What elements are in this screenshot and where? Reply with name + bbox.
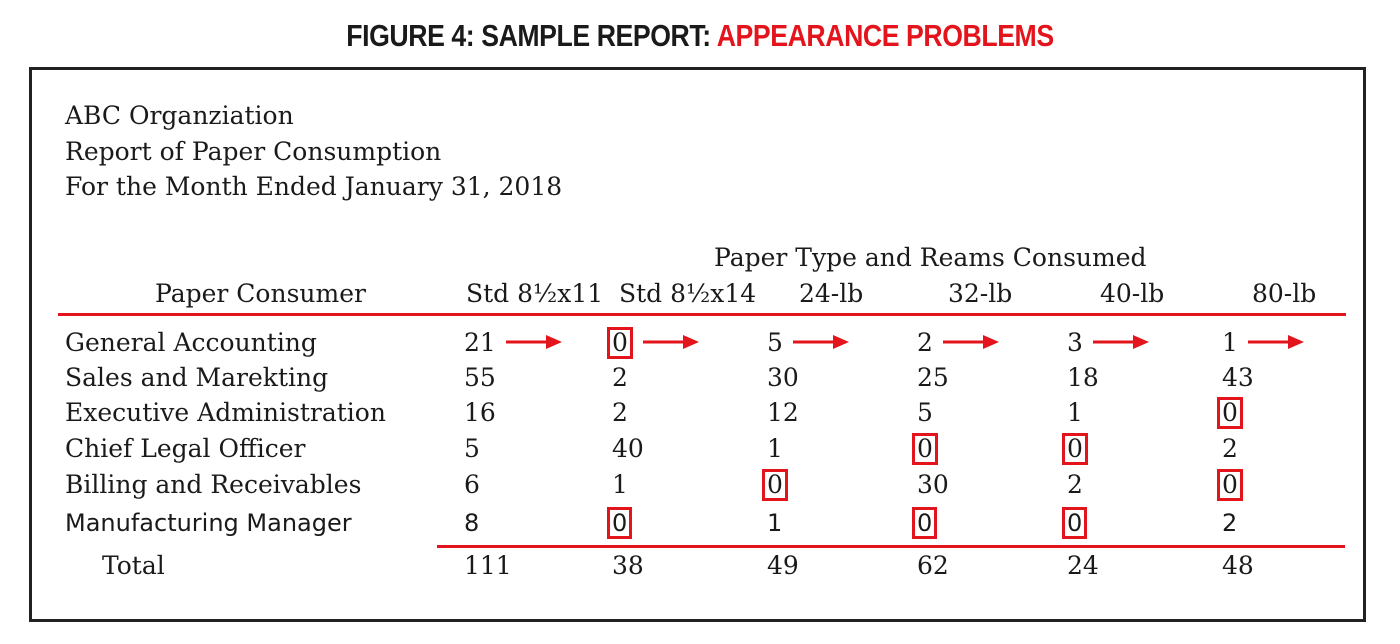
- cell-value: 2: [612, 398, 628, 427]
- column-group-title: Paper Type and Reams Consumed: [714, 243, 1147, 272]
- total-value: 49: [767, 551, 799, 580]
- cell-value: 5: [767, 328, 783, 357]
- right-arrow-icon: [793, 334, 849, 350]
- value-cell: [1222, 365, 1254, 390]
- total-value: 24: [1067, 551, 1099, 580]
- row-label: General Accounting: [65, 328, 317, 357]
- column-header: 32-lb: [948, 279, 1013, 308]
- figure-title-highlight: APPEARANCE PROBLEMS: [716, 18, 1054, 53]
- total-value: 48: [1222, 551, 1254, 580]
- column-header: Std 8½x14: [619, 279, 757, 308]
- value-cell: [464, 472, 480, 497]
- highlighted-zero-cell: [607, 330, 633, 359]
- value-cell: [917, 400, 933, 425]
- organization-name: ABC Organziation: [65, 101, 294, 130]
- highlighted-zero-cell: [607, 511, 632, 539]
- total-value: 111: [464, 551, 512, 580]
- value-cell: [917, 330, 933, 355]
- value-cell: [464, 330, 496, 355]
- cell-value: 2: [1222, 434, 1238, 463]
- cell-value: 0: [607, 327, 633, 359]
- figure-title: [98, 18, 1302, 54]
- highlighted-zero-cell: [912, 436, 938, 465]
- column-header: 40-lb: [1100, 279, 1165, 308]
- value-cell: [464, 436, 480, 461]
- value-cell: [767, 400, 799, 425]
- right-arrow-icon: [643, 334, 699, 350]
- value-cell: [1222, 511, 1237, 535]
- total-rule: [437, 545, 1345, 548]
- column-header: 24-lb: [799, 279, 864, 308]
- right-arrow-icon: [506, 334, 562, 350]
- cell-value: 1: [1067, 398, 1083, 427]
- value-cell: [612, 365, 628, 390]
- highlighted-zero-cell: [1062, 436, 1088, 465]
- highlighted-zero-cell: [1217, 472, 1243, 501]
- row-label: Chief Legal Officer: [65, 434, 306, 463]
- highlighted-zero-cell: [1062, 511, 1087, 539]
- value-cell: [1067, 330, 1083, 355]
- right-arrow-icon: [1093, 334, 1149, 350]
- cell-value: 43: [1222, 363, 1254, 392]
- cell-value: 16: [464, 398, 496, 427]
- value-cell: [1222, 330, 1238, 355]
- highlighted-zero-cell: [762, 472, 788, 501]
- cell-value: 2: [917, 328, 933, 357]
- value-cell: [767, 436, 783, 461]
- value-cell: [464, 511, 479, 535]
- row-label: Manufacturing Manager: [65, 509, 352, 537]
- cell-value: 2: [612, 363, 628, 392]
- cell-value: 30: [767, 363, 799, 392]
- cell-value: 1: [767, 434, 783, 463]
- header-rule: [58, 313, 1346, 316]
- value-cell: [1067, 472, 1083, 497]
- column-header: 80-lb: [1252, 279, 1317, 308]
- cell-value: 1: [1222, 328, 1238, 357]
- highlighted-zero-cell: [1217, 400, 1243, 429]
- cell-value: 40: [612, 434, 644, 463]
- value-cell: [612, 436, 644, 461]
- cell-value: 0: [1062, 433, 1088, 465]
- cell-value: 0: [762, 469, 788, 501]
- value-cell: [464, 400, 496, 425]
- cell-value: 0: [912, 507, 937, 539]
- cell-value: 5: [917, 398, 933, 427]
- cell-value: 8: [464, 509, 480, 537]
- cell-value: 55: [464, 363, 496, 392]
- row-label: Billing and Receivables: [65, 470, 362, 499]
- cell-value: 30: [917, 470, 949, 499]
- report-title: Report of Paper Consumption: [65, 137, 442, 166]
- value-cell: [464, 365, 496, 390]
- row-header: Paper Consumer: [155, 279, 366, 308]
- row-label: Sales and Marekting: [65, 363, 329, 392]
- value-cell: [612, 400, 628, 425]
- cell-value: 5: [464, 434, 480, 463]
- value-cell: [917, 472, 949, 497]
- cell-value: 0: [1062, 507, 1087, 539]
- value-cell: [917, 365, 949, 390]
- cell-value: 18: [1067, 363, 1099, 392]
- cell-value: 3: [1067, 328, 1083, 357]
- value-cell: [767, 365, 799, 390]
- value-cell: [1067, 400, 1083, 425]
- value-cell: [612, 472, 628, 497]
- cell-value: 2: [1067, 470, 1083, 499]
- row-label: Executive Administration: [65, 398, 386, 427]
- value-cell: [767, 511, 782, 535]
- total-value: 38: [612, 551, 644, 580]
- value-cell: [1222, 436, 1238, 461]
- cell-value: 0: [912, 433, 938, 465]
- cell-value: 12: [767, 398, 799, 427]
- report-period: For the Month Ended January 31, 2018: [65, 172, 563, 201]
- cell-value: 1: [612, 470, 628, 499]
- column-header: Std 8½x11: [466, 279, 604, 308]
- right-arrow-icon: [1248, 334, 1304, 350]
- total-value: 62: [917, 551, 949, 580]
- cell-value: 2: [1222, 509, 1238, 537]
- cell-value: 0: [607, 507, 632, 539]
- right-arrow-icon: [943, 334, 999, 350]
- cell-value: 21: [464, 328, 496, 357]
- value-cell: [767, 330, 783, 355]
- cell-value: 6: [464, 470, 480, 499]
- cell-value: 0: [1217, 397, 1243, 429]
- cell-value: 0: [1217, 469, 1243, 501]
- highlighted-zero-cell: [912, 511, 937, 539]
- cell-value: 25: [917, 363, 949, 392]
- total-label: Total: [102, 551, 165, 580]
- figure-title-prefix: FIGURE 4: SAMPLE REPORT:: [346, 18, 717, 53]
- value-cell: [1067, 365, 1099, 390]
- cell-value: 1: [767, 509, 783, 537]
